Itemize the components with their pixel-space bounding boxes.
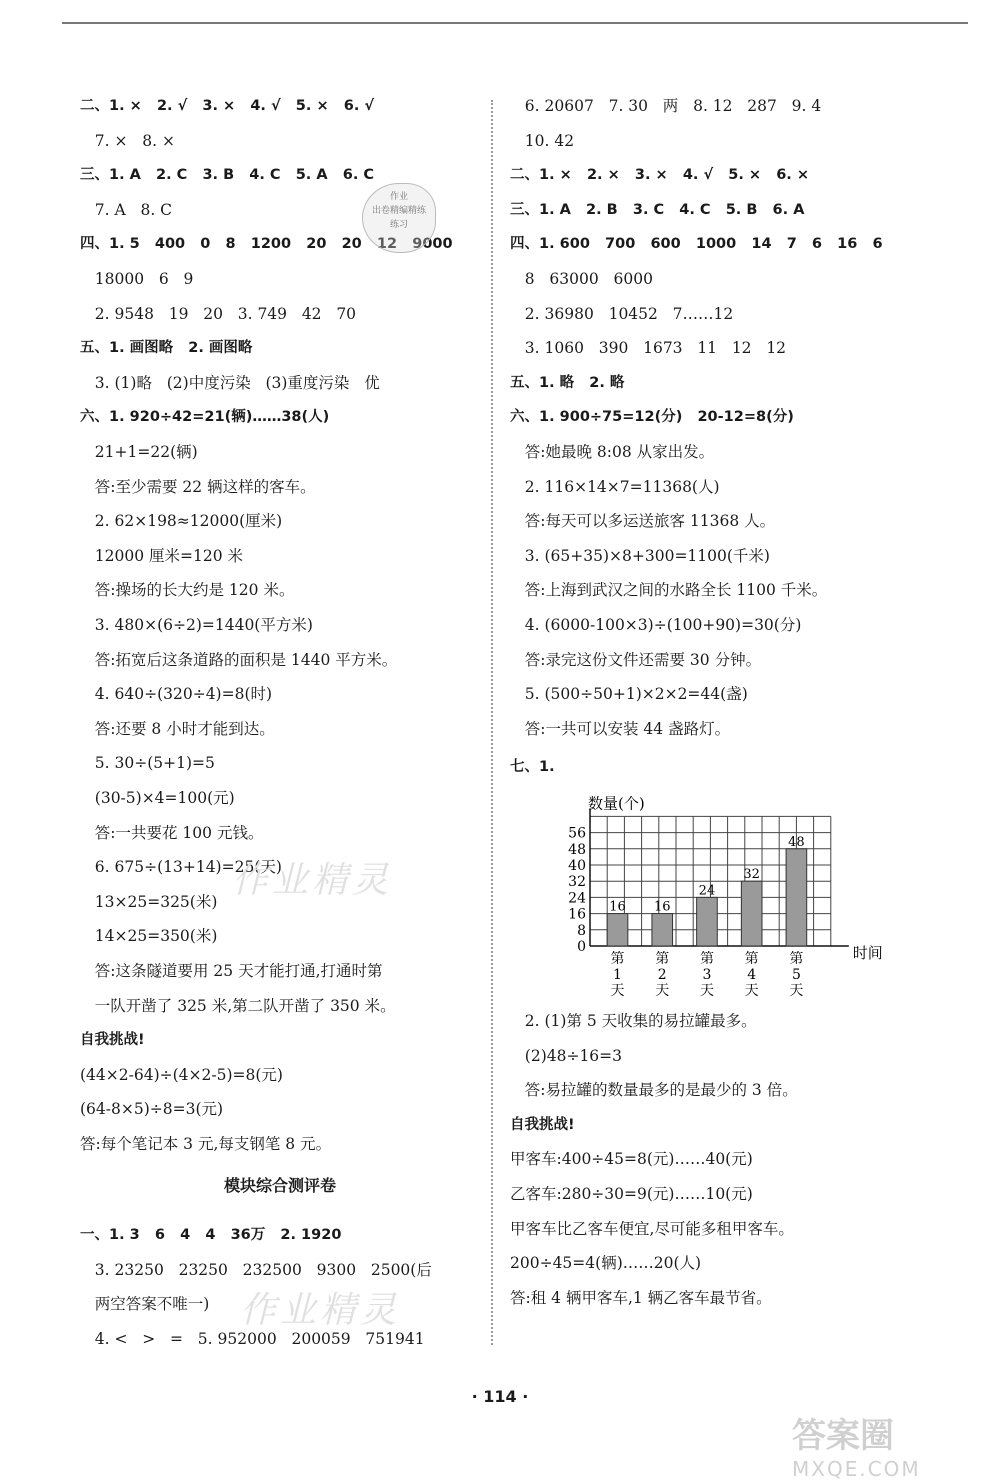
data-label: 32: [743, 867, 760, 883]
bar: [697, 897, 718, 946]
answer-line: 4. 640÷(320÷4)=8(时): [80, 685, 273, 704]
answer-line: 三、1. A 2. B 3. C 4. C 5. B 6. A: [510, 201, 805, 218]
stamp-line: 作业: [389, 192, 408, 202]
logo-url: MXQE.COM: [792, 1457, 921, 1481]
answer-line: 答:她最晚 8:08 从家出发。: [510, 443, 715, 461]
answer-line: 2. 36980 10452 7……12: [510, 304, 734, 323]
answer-line: 六、1. 920÷42=21(辆)……38(人): [80, 409, 330, 426]
answer-line: 3. (1)略 (2)中度污染 (3)重度污染 优: [80, 373, 380, 392]
x-tick-label: 5: [791, 967, 801, 983]
answer-line: 14×25=350(米): [80, 927, 218, 946]
answer-line: 二、1. × 2. × 3. × 4. √ 5. × 6. ×: [510, 167, 810, 184]
answer-line: 三、1. A 2. C 3. B 4. C 5. A 6. C: [80, 167, 375, 184]
bar: [607, 914, 628, 946]
answer-line: 甲客车:400÷45=8(元)……40(元): [510, 1150, 753, 1169]
y-axis-label: 数量(个): [588, 794, 645, 813]
answer-line: 答:还要 8 小时才能到达。: [80, 719, 275, 738]
answer-line: 五、1. 画图略 2. 画图略: [80, 340, 253, 357]
answer-line: 答:录完这份文件还需要 30 分钟。: [510, 650, 762, 669]
x-tick-label: 第: [610, 951, 625, 967]
watermark: 作业精灵: [232, 860, 393, 901]
answer-line: 六、1. 900÷75=12(分) 20-12=8(分): [510, 409, 794, 426]
watermark: 作业精灵: [240, 1290, 401, 1331]
answer-line: 10. 42: [510, 131, 575, 150]
data-label: 16: [653, 899, 671, 915]
y-tick-label: 48: [568, 841, 586, 858]
x-axis-label: 时间: [852, 944, 883, 962]
answer-line: 2. (1)第 5 天收集的易拉罐最多。: [510, 1012, 757, 1030]
answer-line: 7. × 8. ×: [80, 131, 175, 150]
answer-line: 一、1. 3 6 4 4 36万 2. 1920: [80, 1227, 342, 1243]
answer-line: 3. (65+35)×8+300=1100(千米): [510, 546, 770, 565]
x-tick-label: 第: [655, 951, 670, 967]
answer-line: 3. 480×(6÷2)=1440(平方米): [80, 616, 313, 634]
data-label: 16: [609, 899, 626, 915]
bar: [786, 849, 807, 946]
answer-line: (44×2-64)÷(4×2-5)=8(元): [80, 1065, 283, 1084]
answer-line: 5. 30÷(5+1)=5: [80, 754, 215, 773]
answer-line: 答:一共可以安装 44 盏路灯。: [510, 719, 731, 738]
answer-line: 答:拓宽后这条道路的面积是 1440 平方米。: [80, 650, 398, 669]
answer-line: 6. 20607 7. 30 两 8. 12 287 9. 4: [510, 97, 822, 115]
bar: [741, 881, 762, 946]
answer-line: 五、1. 略 2. 略: [510, 374, 625, 391]
answer-line: 答:租 4 辆甲客车,1 辆乙客车最节省。: [510, 1288, 772, 1307]
y-tick-label: 16: [568, 906, 586, 923]
y-tick-label: 8: [577, 922, 586, 939]
chart-question-label: 七、1.: [510, 759, 555, 775]
answer-line: 答:一共要花 100 元钱。: [80, 823, 264, 842]
answer-line: 2. 62×198≈12000(厘米): [80, 512, 283, 531]
answer-line: 3. 23250 23250 232500 9300 2500(后: [80, 1260, 432, 1279]
answer-line: 200÷45=4(辆)……20(人): [510, 1254, 702, 1273]
answer-line: 一队开凿了 325 米,第二队开凿了 350 米。: [80, 996, 396, 1015]
answer-line: (64-8×5)÷8=3(元): [80, 1100, 224, 1119]
bar-chart: [510, 753, 883, 1003]
answer-line: 8 63000 6000: [510, 270, 653, 288]
answer-line: 自我挑战!: [510, 1116, 575, 1133]
answer-line: (30-5)×4=100(元): [80, 789, 235, 807]
answer-line: 两空答案不唯一): [80, 1295, 210, 1314]
answer-line: 7. A 8. C: [80, 200, 173, 219]
x-tick-label: 2: [657, 967, 667, 983]
answer-line: 18000 6 9: [80, 270, 194, 288]
answer-line: 13×25=325(米): [80, 892, 218, 911]
x-tick-label: 天: [655, 983, 670, 999]
answer-line: 答:至少需要 22 辆这样的客车。: [80, 477, 316, 496]
site-logo: [792, 1408, 982, 1481]
x-tick-label: 4: [747, 967, 757, 983]
y-tick-label: 0: [577, 939, 586, 955]
answer-line: 21+1=22(辆): [80, 443, 198, 461]
y-tick-label: 32: [568, 874, 586, 891]
answer-line: 2. 9548 19 20 3. 749 42 70: [80, 304, 357, 323]
answer-line: 自我挑战!: [80, 1032, 145, 1049]
answer-line: 二、1. × 2. √ 3. × 4. √ 5. × 6. √: [80, 98, 375, 114]
answer-line: (2)48÷16=3: [510, 1046, 623, 1065]
answer-line: 2. 116×14×7=11368(人): [510, 477, 720, 496]
header-rule: [62, 22, 968, 24]
stamp-line: 练习: [389, 220, 408, 230]
answer-line: 甲客车比乙客车便宜,尽可能多租甲客车。: [510, 1219, 794, 1238]
x-tick-label: 第: [744, 951, 759, 967]
page-number: · 114 ·: [471, 1387, 529, 1406]
answer-line: 4. (6000-100×3)÷(100+90)=30(分): [510, 616, 802, 634]
answer-line: 6. 675÷(13+14)=25(天): [80, 858, 282, 877]
x-tick-label: 第: [699, 951, 714, 967]
answer-line: 答:操场的长大约是 120 米。: [80, 581, 295, 600]
answer-line: 5. (500÷50+1)×2×2=44(盏): [510, 685, 748, 704]
section-title: 模块综合测评卷: [223, 1176, 336, 1195]
answer-line: 12000 厘米=120 米: [80, 546, 244, 565]
answer-line: 四、1. 5 400 0 8 1200 20 20 12 9000: [80, 236, 453, 253]
y-tick-label: 24: [568, 890, 586, 907]
x-tick-label: 天: [744, 983, 759, 999]
stamp-line: 出卷精编精练: [371, 206, 426, 216]
y-tick-label: 40: [568, 858, 586, 874]
answer-line: 乙客车:280÷30=9(元)……10(元): [510, 1185, 753, 1203]
answer-line: 3. 1060 390 1673 11 12 12: [510, 339, 787, 358]
answer-line: 答:每个笔记本 3 元,每支钢笔 8 元。: [80, 1135, 332, 1153]
x-tick-label: 天: [610, 983, 625, 999]
logo-text: 答案圈: [792, 1416, 894, 1456]
y-tick-label: 56: [568, 825, 586, 842]
x-tick-label: 3: [702, 967, 712, 983]
x-tick-label: 第: [789, 951, 804, 967]
x-tick-label: 天: [699, 983, 714, 999]
bar: [652, 914, 673, 946]
x-tick-label: 天: [789, 983, 804, 999]
answer-line: 答:每天可以多运送旅客 11368 人。: [510, 512, 776, 531]
answer-line: 答:这条隧道要用 25 天才能打通,打通时第: [80, 962, 383, 980]
x-tick-label: 1: [613, 967, 622, 983]
answer-line: 答:易拉罐的数量最多的是最少的 3 倍。: [510, 1081, 798, 1100]
answer-line: 4. < > = 5. 952000 200059 751941: [80, 1329, 425, 1348]
data-label: 24: [698, 883, 716, 899]
stamp: [362, 183, 436, 253]
data-label: 48: [788, 834, 805, 850]
answer-line: 四、1. 600 700 600 1000 14 7 6 16 6: [510, 236, 883, 253]
answer-line: 答:上海到武汉之间的水路全长 1100 千米。: [510, 581, 828, 600]
column-divider: [491, 100, 493, 1345]
